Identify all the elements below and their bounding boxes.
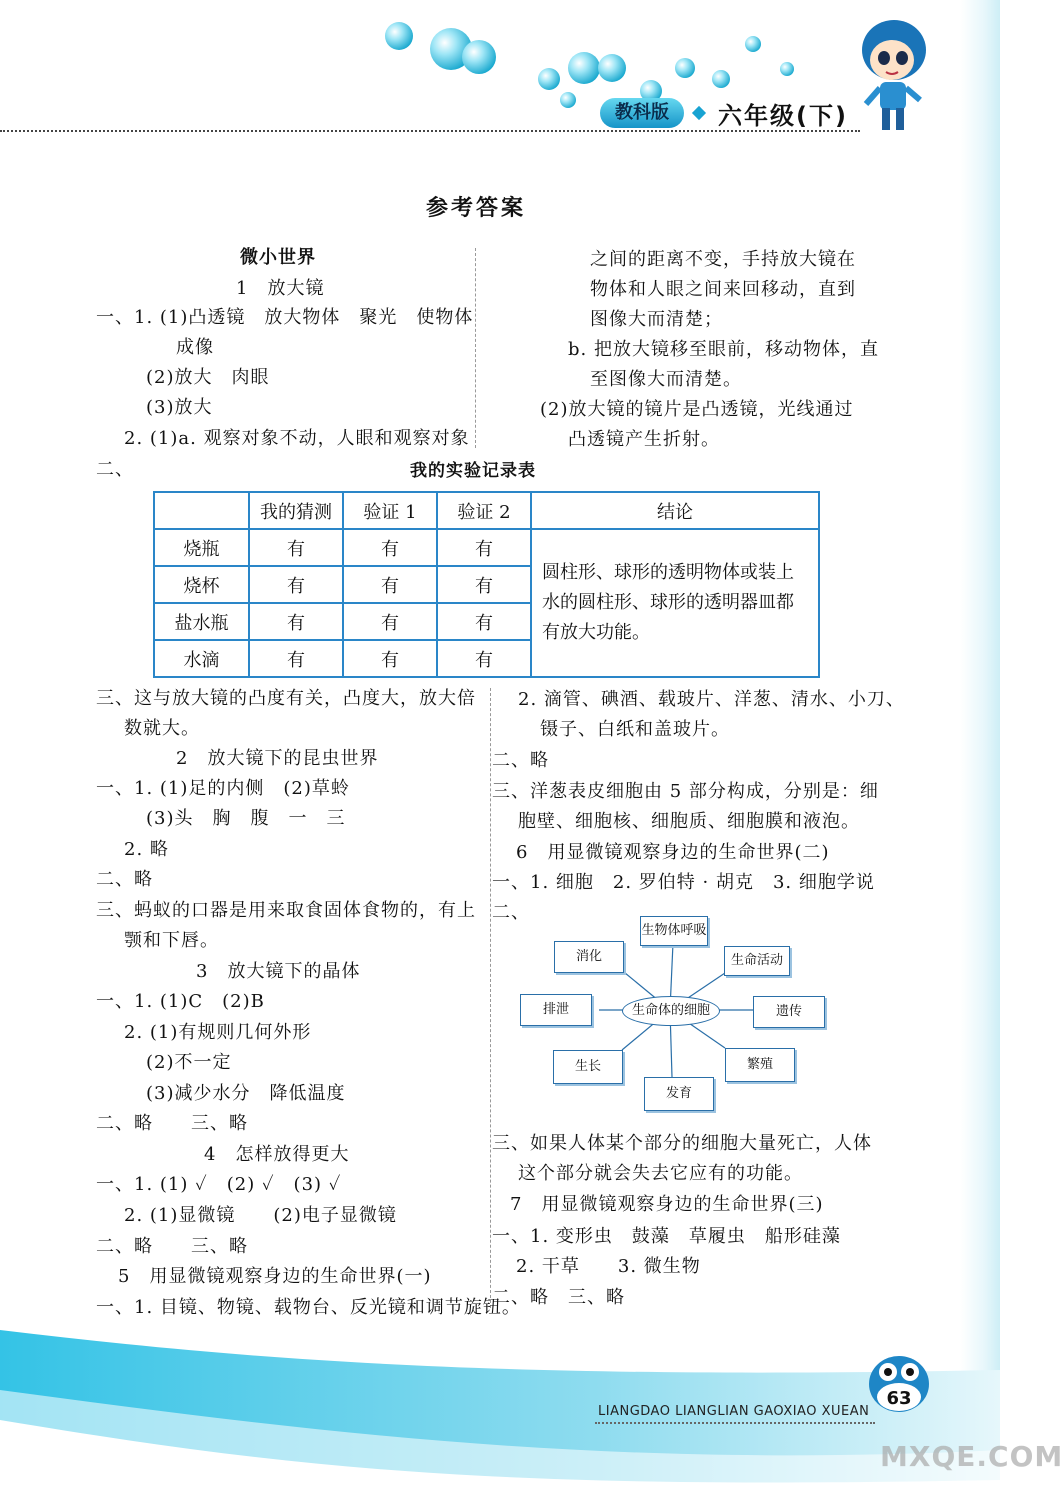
diagram-node: 生物体呼吸	[640, 916, 708, 946]
bubble-decoration	[675, 58, 695, 78]
page-edge-strip	[960, 0, 1000, 1500]
section-label: 二、	[96, 459, 134, 480]
answer-line: 一、1. (1)凸透镜 放大物体 聚光 使物体	[96, 307, 474, 328]
answer-line: 镊子、白纸和盖玻片。	[540, 719, 730, 740]
answer-line: 图像大而清楚；	[590, 309, 723, 330]
lesson-heading: 7 用显微镜观察身边的生命世界(三)	[510, 1194, 824, 1215]
answer-line: 一、1. 目镜、物镜、载物台、反光镜和调节旋钮。	[96, 1297, 521, 1318]
bubble-decoration	[538, 68, 560, 90]
answer-line: b. 把放大镜移至眼前，移动物体，直	[568, 339, 879, 360]
bubble-decoration	[568, 52, 600, 84]
answer-line: 二、略 三、略	[492, 1287, 625, 1308]
answer-line: 成像	[176, 337, 214, 358]
answer-line: 二、略 三、略	[96, 1113, 248, 1134]
answer-line: 一、1. 变形虫 鼓藻 草履虫 船形硅藻	[492, 1226, 841, 1247]
table-cell: 有	[249, 640, 343, 677]
table-cell: 水滴	[154, 640, 249, 677]
table-cell: 有	[437, 529, 531, 566]
answer-line: 之间的距离不变，手持放大镜在	[590, 249, 856, 270]
diagram-node: 遗传	[753, 996, 825, 1028]
answer-line: 三、蚂蚁的口器是用来取食固体食物的，有上	[96, 900, 476, 921]
grade-label: 六年级(下)	[718, 102, 848, 130]
answer-line: 2. 略	[124, 839, 169, 860]
diagram-node: 生长	[553, 1050, 623, 1084]
header-divider	[0, 130, 860, 132]
answer-line: (3)头 胸 腹 一 三	[146, 808, 346, 829]
section-label: 二、	[492, 902, 530, 923]
section-heading: 微小世界	[240, 247, 316, 268]
bubble-decoration	[560, 92, 576, 108]
answer-line: 至图像大而清楚。	[590, 369, 742, 390]
table-cell: 有	[343, 603, 437, 640]
answer-line: (2)不一定	[146, 1052, 232, 1073]
lesson-heading: 5 用显微镜观察身边的生命世界(一)	[118, 1266, 432, 1287]
answer-line: 2. (1)有规则几何外形	[124, 1022, 312, 1043]
bubble-decoration	[598, 54, 626, 82]
answer-line: 2. (1)a. 观察对象不动，人眼和观察对象	[124, 428, 470, 449]
diagram-node: 繁殖	[725, 1048, 795, 1082]
watermark: MXQE.COM	[880, 1440, 1063, 1473]
table-header-cell: 我的猜测	[249, 492, 343, 529]
table-header-cell	[154, 492, 249, 529]
answer-line: (3)减少水分 降低温度	[146, 1083, 346, 1104]
table-header-cell: 结论	[531, 492, 819, 529]
diagram-node: 消化	[554, 941, 624, 973]
lesson-heading: 1 放大镜	[236, 278, 325, 299]
lesson-heading: 2 放大镜下的昆虫世界	[176, 748, 379, 769]
answer-line: 二、略	[96, 869, 153, 890]
experiment-table	[153, 491, 820, 678]
page-number: 63	[886, 1388, 912, 1409]
answer-line: 一、1. (1)C (2)B	[96, 991, 265, 1012]
answer-line: 一、1. (1)足的内侧 (2)草蛉	[96, 778, 350, 799]
bubble-decoration	[780, 62, 794, 76]
answer-line: 这个部分就会失去它应有的功能。	[518, 1163, 803, 1184]
answer-line: 一、1. (1) ✓ (2) ✓ (3) ✓	[96, 1174, 342, 1195]
diamond-icon	[692, 106, 706, 120]
table-cell: 烧瓶	[154, 529, 249, 566]
column-divider	[490, 688, 491, 1308]
lesson-heading: 4 怎样放得更大	[204, 1144, 350, 1165]
table-cell: 有	[437, 566, 531, 603]
table-cell: 盐水瓶	[154, 603, 249, 640]
diagram-node: 发育	[644, 1077, 714, 1111]
answer-line: 颚和下唇。	[124, 930, 219, 951]
table-cell: 有	[343, 640, 437, 677]
table-caption: 我的实验记录表	[410, 461, 536, 481]
diagram-center-node: 生命体的细胞	[622, 996, 720, 1026]
answer-line: 胞壁、细胞核、细胞质、细胞膜和液泡。	[518, 811, 860, 832]
answer-line: (3)放大	[146, 397, 213, 418]
table-cell: 有	[437, 603, 531, 640]
table-cell: 烧杯	[154, 566, 249, 603]
edition-badge: 教科版	[600, 98, 684, 128]
answer-line: 凸透镜产生折射。	[568, 429, 720, 450]
diagram-node: 排泄	[520, 994, 592, 1026]
bubble-decoration	[745, 36, 761, 52]
bubble-decoration	[385, 22, 413, 50]
lesson-heading: 6 用显微镜观察身边的生命世界(二)	[516, 842, 830, 863]
table-header-cell: 验证 2	[437, 492, 531, 529]
diagram-node: 生命活动	[724, 946, 790, 976]
bubble-decoration	[712, 70, 730, 88]
page-title: 参考答案	[426, 196, 527, 221]
answer-line: 二、略 三、略	[96, 1236, 248, 1257]
table-cell: 有	[249, 566, 343, 603]
answer-line: (2)放大 肉眼	[146, 367, 270, 388]
table-cell: 有	[343, 529, 437, 566]
answer-line: 三、洋葱表皮细胞由 5 部分构成，分别是：细	[492, 781, 879, 802]
table-header-row	[154, 492, 819, 529]
answer-line: 三、如果人体某个部分的细胞大量死亡，人体	[492, 1133, 872, 1154]
table-cell: 有	[249, 603, 343, 640]
mascot-icon	[852, 8, 932, 138]
table-cell: 有	[249, 529, 343, 566]
column-divider	[475, 248, 476, 448]
answer-line: 二、略	[492, 750, 549, 771]
table-row	[154, 529, 819, 566]
bubble-decoration	[462, 40, 496, 74]
answer-line: (2)放大镜的镜片是凸透镜，光线通过	[540, 399, 854, 420]
footer-divider	[595, 1422, 875, 1424]
table-header-cell: 验证 1	[343, 492, 437, 529]
answer-line: 2. (1)显微镜 (2)电子显微镜	[124, 1205, 397, 1226]
page-header	[0, 0, 1000, 135]
lesson-heading: 3 放大镜下的晶体	[196, 961, 361, 982]
conclusion-cell: 圆柱形、球形的透明物体或装上水的圆柱形、球形的透明器皿都有放大功能。	[531, 529, 819, 677]
term-label: 下	[808, 102, 835, 130]
answer-line: 一、1. 细胞 2. 罗伯特 · 胡克 3. 细胞学说	[492, 872, 875, 893]
answer-line: 三、这与放大镜的凸度有关，凸度大，放大倍	[96, 688, 476, 709]
answer-line: 物体和人眼之间来回移动，直到	[590, 279, 856, 300]
answer-line: 2. 滴管、碘酒、载玻片、洋葱、清水、小刀、	[518, 689, 905, 710]
answer-line: 2. 干草 3. 微生物	[516, 1256, 701, 1277]
footer-text: LIANGDAO LIANGLIAN GAOXIAO XUEAN	[598, 1404, 870, 1419]
table-cell: 有	[343, 566, 437, 603]
table-cell: 有	[437, 640, 531, 677]
answer-line: 数就大。	[124, 718, 200, 739]
